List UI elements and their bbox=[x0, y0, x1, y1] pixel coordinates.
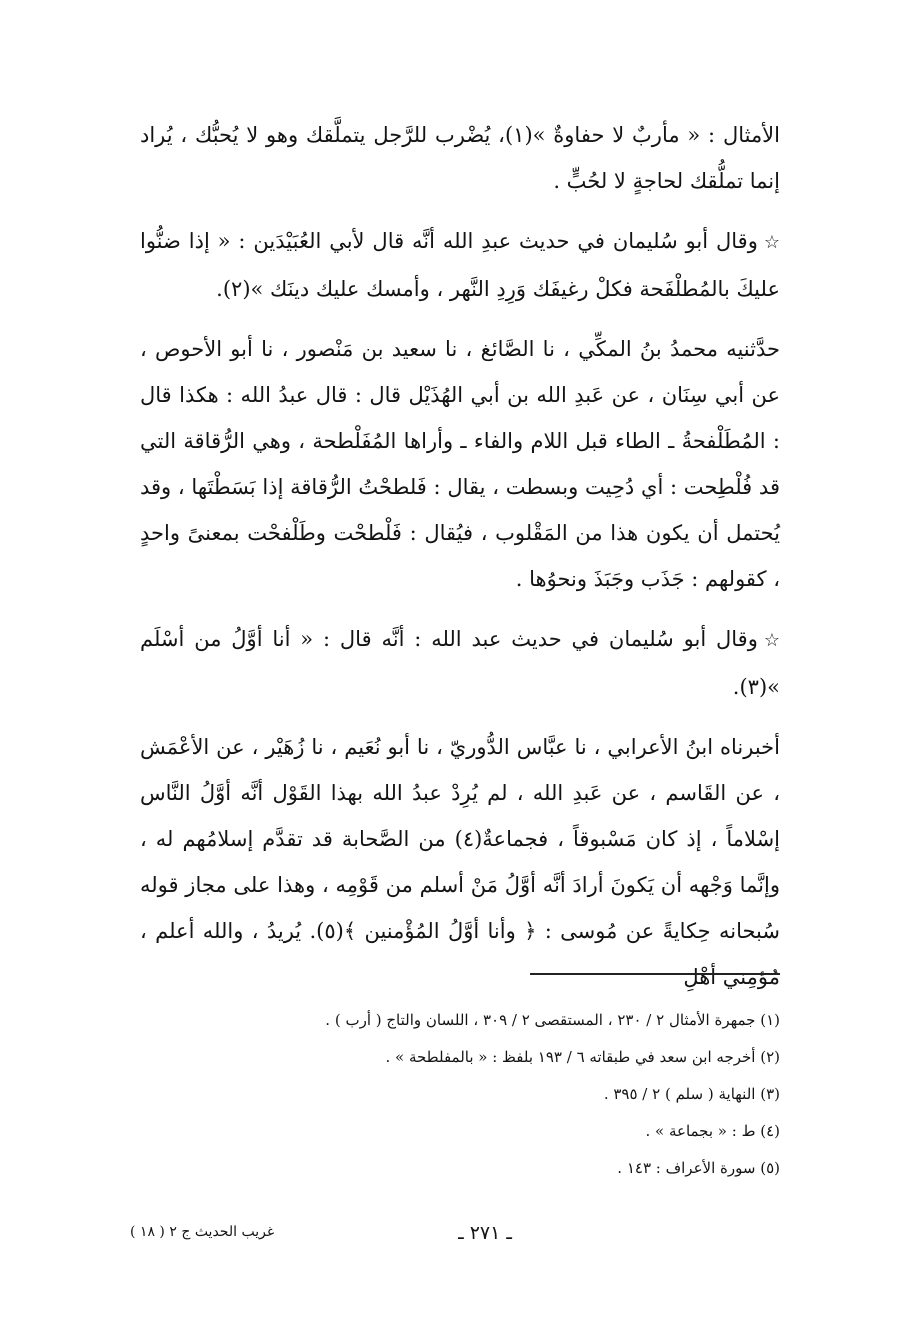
paragraph-4-text: وقال أبو سُليمان في حديث عبد الله : أنَّه قال : « أنا أوَّلُ من أسْلَم »(٣). bbox=[140, 627, 780, 699]
footnote-5: (٥) سورة الأعراف : ١٤٣ . bbox=[617, 1159, 780, 1177]
page-number: ـ ٢٧١ ـ bbox=[458, 1222, 512, 1244]
paragraph-3: حدَّثنيه محمدُ بنُ المكِّي ، نا الصَّائغ ، نا سعيد بن مَنْصور ، نا أبو الأحوص ، عن أبي سِنَان ، عن عَبدِ الله بن أبي الهُذَيْل قال : قال عبدُ الله : هكذا قال : المُطَلْفحةُ ـ الطاء قبل اللام والفاء ـ وأراها المُفَلْطحة ، وهي الرُّقاقة التي قد فُلْطِحت : أي دُحِيت وبسطت ، يقال : فَلطحْتُ الرُّقاقة إذا بَسَطْتَها ، وقد يُحتمل أن يكون هذا من المَقْلوب ، فيُقال : فَلْطحْت وطَلْفحْت بمعنىً واحدٍ ، كقولهم : جَذَب وجَبَذَ ونحوُها . bbox=[140, 337, 780, 591]
main-text bbox=[140, 112, 780, 1014]
footnotes bbox=[140, 1002, 780, 1187]
star-icon: ☆ bbox=[763, 232, 780, 253]
star-icon: ☆ bbox=[763, 630, 780, 651]
footnote-4: (٤) ط : « بجماعة » . bbox=[645, 1122, 780, 1140]
paragraph-2-text: وقال أبو سُليمان في حديث عبدِ الله أنَّه قال لأبي العُبَيْدَين : « إذا ضنُّوا عليكَ بالمُطلْفَحة فكلْ رغيفَك وَرِدِ النَّهر ، وأمسك عليك دينَك »(٢). bbox=[140, 229, 780, 301]
running-title: غريب الحديث ج ٢ ( ١٨ ) bbox=[130, 1224, 275, 1240]
footnote-2: (٢) أخرجه ابن سعد في طبقاته ٦ / ١٩٣ بلفظ : « بالمفلطحة » . bbox=[385, 1048, 780, 1066]
paragraph-2 bbox=[140, 218, 780, 312]
footnote-1: (١) جمهرة الأمثال ٢ / ٢٣٠ ، المستقصى ٢ / ٣٠٩ ، اللسان والتاج ( أرب ) . bbox=[325, 1011, 780, 1029]
footnote-divider bbox=[530, 973, 780, 975]
paragraph-5: أخبرناه ابنُ الأعرابي ، نا عبَّاس الدُّوريّ ، نا أبو نُعَيم ، نا زُهَيْر ، عن الأعْمَش ، عن القَاسم ، عن عَبدِ الله ، لم يُرِدْ عبدُ الله بهذا القَوْل أنَّه أوَّلُ النَّاس إسْلاماً ، إذ كان مَسْبوقاً ، فجماعةٌ(٤) من الصَّحابة قد تقدَّم إسلامُهم له ، وإنَّما وَجْهه أن يَكونَ أرادَ أنَّه أوَّلُ مَنْ أسلم من قَوْمِه ، وهذا على مجاز قوله سُبحانه حِكايةً عن مُوسى : ﴿ وأنا أوَّلُ المُؤْمنين ﴾(٥). يُريدُ ، والله أعلم ، مُؤمِني أهْلِ bbox=[140, 735, 780, 989]
paragraph-1: الأمثال : « مأربٌ لا حفاوةٌ »(١)، يُضْرب للرَّجل يتملَّقك وهو لا يُحبُّك ، يُراد إنما تملُّقك لحاجةٍ لا لحُبٍّ . bbox=[140, 123, 780, 193]
paragraph-4 bbox=[140, 616, 780, 710]
footnote-3: (٣) النهاية ( سلم ) ٢ / ٣٩٥ . bbox=[603, 1085, 780, 1103]
